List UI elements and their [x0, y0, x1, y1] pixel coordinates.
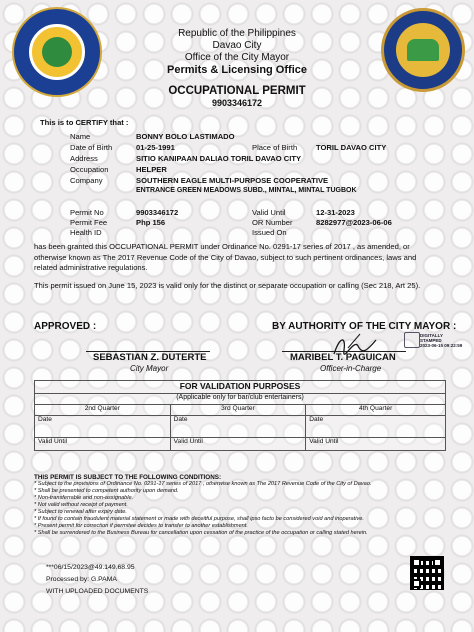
header-city: Davao City [212, 40, 262, 51]
qr-code-icon [410, 556, 444, 590]
name-value: BONNY BOLO LASTIMADO [136, 132, 235, 141]
or-number-value: 8282977@2023-06-06 [316, 218, 392, 227]
qr-finder [433, 558, 442, 567]
q2-date-cell: Date [35, 416, 171, 438]
digital-stamp-icon [404, 332, 420, 348]
quarter-2-header: 2nd Quarter [35, 405, 171, 416]
seal-core [407, 39, 439, 61]
grant-paragraph: has been granted this OCCUPATIONAL PERMIT under Ordinance No. 0291-17 series of 2017 , as amended, or otherwise known as The 2017 Revenue Code of the City of Davao, subject to such pertinent ordinances, laws and related administrative regulations. [34, 242, 417, 272]
valid-until-label: Valid Until [252, 208, 286, 217]
officer-role: Officer-in-Charge [320, 364, 382, 373]
occupation-label: Occupation [70, 165, 109, 174]
or-number-label: OR Number [252, 218, 293, 227]
q4-date-cell: Date [306, 416, 446, 438]
validation-title: FOR VALIDATION PURPOSES [35, 381, 446, 394]
dob-label: Date of Birth [70, 143, 113, 152]
valid-until-value: 12-31-2023 [316, 208, 355, 217]
health-id-label: Health ID [70, 228, 102, 237]
name-label: Name [70, 132, 91, 141]
officer-name: MARIBEL T. PAGUICAN [290, 352, 396, 363]
dob-value: 01-25-1991 [136, 143, 175, 152]
business-bureau-seal-right [381, 8, 465, 92]
header-office: Office of the City Mayor [184, 52, 290, 63]
seal-inner [396, 23, 450, 77]
occupation-value: HELPER [136, 165, 167, 174]
permit-no-value: 9903346172 [136, 208, 179, 217]
q3-date-cell: Date [170, 416, 306, 438]
header-republic: Republic of the Philippines [178, 28, 296, 39]
certify-text: This is to CERTIFY that : [40, 118, 129, 127]
qr-finder [412, 579, 421, 588]
authority-label: BY AUTHORITY OF THE CITY MAYOR : [272, 321, 457, 332]
quarter-3-header: 3rd Quarter [170, 405, 306, 416]
footer-processed-by: Processed by: G.PAMA [46, 576, 117, 583]
permit-fee-value: Php 156 [136, 218, 166, 227]
issued-on-label: Issued On [252, 228, 287, 237]
footer-uploaded-docs: WITH UPLOADED DOCUMENTS [46, 588, 149, 595]
seal-inner [29, 24, 85, 80]
q3-valid-until-cell: Valid Until [170, 438, 306, 451]
condition-item: * Present permit for correction if permitee decides to transfer to another establishment. [34, 523, 248, 529]
digital-stamp-line2: STAMPED [420, 338, 442, 343]
davao-city-seal-left [12, 7, 102, 97]
q4-valid-until-cell: Valid Until [306, 438, 446, 451]
condition-item: * Shall be presented to competent authority upon demand. [34, 488, 179, 494]
company-label: Company [70, 176, 103, 185]
validation-table [34, 380, 446, 451]
condition-item: * Non-transferrable and non-assignable. [34, 495, 134, 501]
seal-core [42, 37, 72, 67]
condition-item: * If found to contain fraudulent material statement or made with deceitful purpose, shall ipso facto be considered void and inoperative. [34, 516, 364, 522]
mayor-name: SEBASTIAN Z. DUTERTE [93, 352, 207, 363]
validation-subtitle: (Applicable only for bar/club entertainers) [35, 394, 446, 405]
header-permit-number: 9903346172 [211, 98, 263, 108]
q2-valid-until-cell: Valid Until [35, 438, 171, 451]
header-licensing-office: Permits & Licensing Office [167, 64, 307, 76]
company-address: ENTRANCE GREEN MEADOWS SUBD., MINTAL, MINTAL TUGBOK [136, 187, 357, 194]
pob-value: TORIL DAVAO CITY [316, 143, 387, 152]
approved-label: APPROVED : [34, 321, 97, 332]
permit-fee-label: Permit Fee [70, 218, 108, 227]
mayor-role: City Mayor [130, 364, 169, 373]
document-title: OCCUPATIONAL PERMIT [168, 85, 306, 97]
condition-item: * Shall be surrendered to the Business Bureau for cancellation upon cessation of the practice of the occupation or calling stated herein. [34, 530, 368, 536]
footer-timestamp-ip: ***06/15/2023@49.149.68.95 [46, 564, 135, 571]
validity-paragraph: This permit issued on June 15, 2023 is valid only for the distinct or separate occupation or calling (Sec 218, Art 25). [34, 281, 421, 290]
digital-stamp-line1: DIGITALLY [420, 333, 444, 338]
company-name: SOUTHERN EAGLE MULTI-PURPOSE COOPERATIVE [136, 176, 329, 185]
condition-item: * Not valid without receipt of payment. [34, 502, 128, 508]
conditions-title: THIS PERMIT IS SUBJECT TO THE FOLLOWING CONDITIONS: [34, 474, 222, 481]
digital-stamp-timestamp: 2023-06-15 09:22:59 [420, 343, 463, 348]
qr-finder [412, 558, 421, 567]
quarter-4-header: 4th Quarter [306, 405, 446, 416]
condition-item: * Subject to renewal after expiry date. [34, 509, 127, 515]
address-label: Address [70, 154, 98, 163]
address-value: SITIO KANIPAAN DALIAO TORIL DAVAO CITY [136, 154, 302, 163]
condition-item: * Subject to the provisions of Ordinance No. 0291-17 series of 2017 , otherwise known as The 2017 Revenue Code of the City of Davao. [34, 481, 372, 487]
permit-no-label: Permit No [70, 208, 104, 217]
pob-label: Place of Birth [252, 143, 298, 152]
